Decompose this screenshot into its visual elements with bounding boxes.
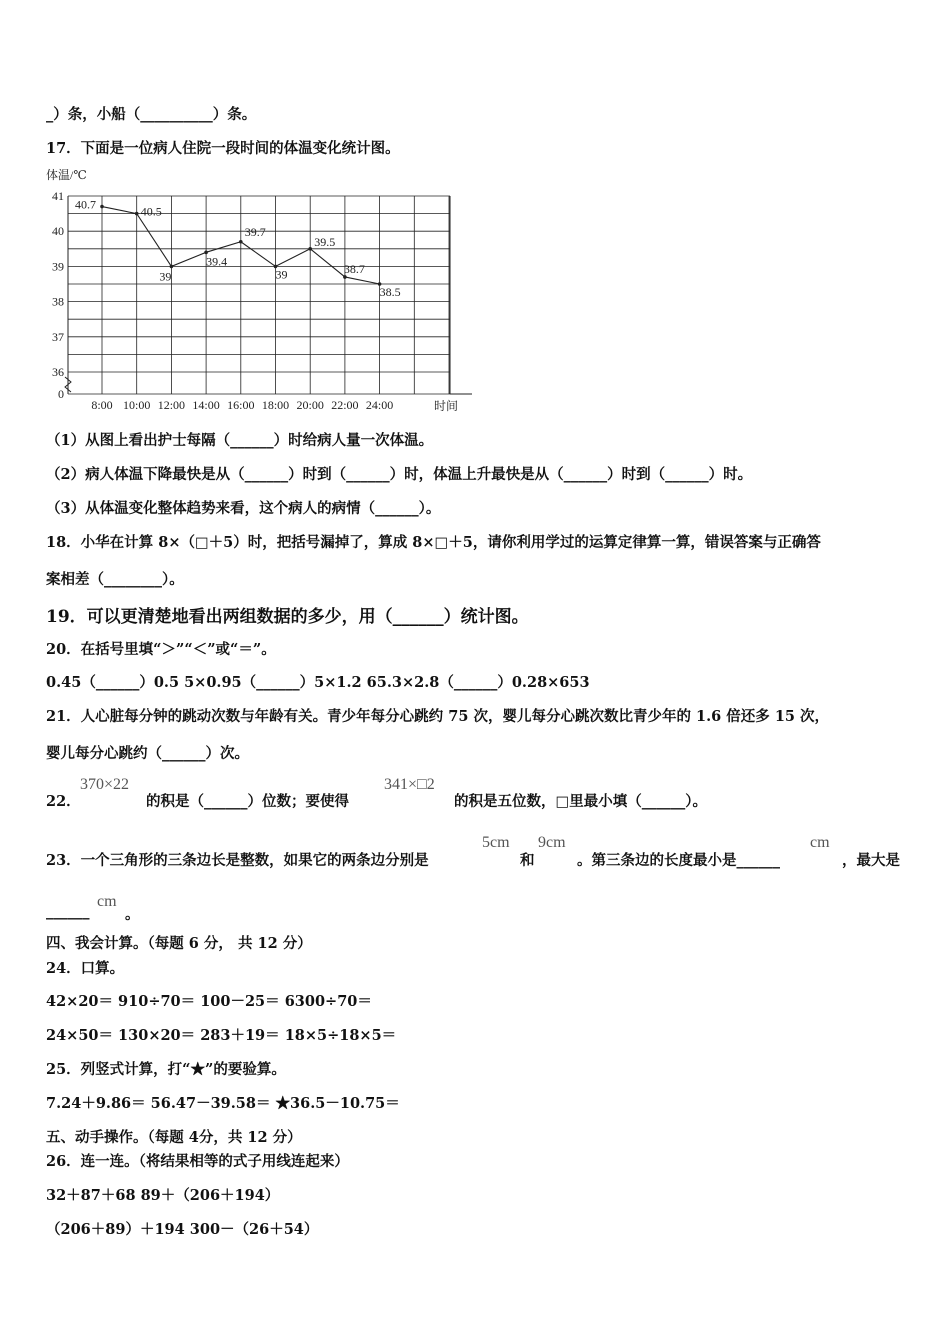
data-point-4	[239, 240, 243, 244]
x-tick-label-2: 12:00	[157, 398, 186, 412]
q23-text-2: 和	[520, 852, 535, 869]
q24-row2: 24×50＝ 130×20＝ 283＋19＝ 18×5÷18×5＝	[46, 1027, 397, 1044]
data-point-0	[100, 205, 104, 209]
q18-line2: 案相差（________）。	[46, 571, 184, 588]
temperature-line-chart	[40, 163, 480, 418]
q17-part1: （1）从图上看出护士每隔（______）时给病人量一次体温。	[46, 432, 434, 449]
q23-text-5: ______	[46, 903, 90, 920]
q24: 24．口算。	[46, 960, 125, 977]
y-tick-label-37: 37	[52, 329, 64, 344]
data-point-6	[308, 247, 312, 251]
q23-text-1: 23．一个三角形的三条边长是整数，如果它的两条边分别是	[46, 852, 429, 869]
data-label-1: 40.5	[140, 204, 162, 219]
x-tick-label-3: 14:00	[192, 398, 220, 412]
q23-text-3: 。第三条边的长度最小是______	[577, 852, 780, 869]
q17-title: 17．下面是一位病人住院一段时间的体温变化统计图。	[46, 140, 400, 157]
q21-line2: 婴儿每分心跳约（______）次。	[46, 745, 249, 762]
q22-text-1: 的积是（______）位数；要使得	[146, 793, 349, 810]
q18-line1: 18．小华在计算 8×（□＋5）时，把括号漏掉了，算成 8×□＋5，请你利用学过的运算定律算一算，错误答案与正确答	[46, 534, 821, 551]
q26-row1: 32＋87＋68 89＋（206＋194）	[46, 1187, 280, 1204]
x-tick-label-8: 24:00	[365, 398, 394, 412]
x-tick-label-6: 20:00	[296, 398, 324, 412]
q23-unit-1: cm	[810, 834, 830, 851]
x-tick-label-4: 16:00	[227, 398, 255, 412]
q17-part3: （3）从体温变化整体趋势来看，这个病人的病情（______）。	[46, 500, 441, 517]
q19: 19．可以更清楚地看出两组数据的多少，用（______）统计图。	[46, 607, 529, 627]
y-axis-title: 体温/℃	[46, 168, 87, 182]
q22-number: 22．	[46, 793, 81, 810]
q20: 20．在括号里填“＞”“＜”或“＝”。	[46, 641, 276, 658]
data-point-1	[135, 212, 139, 216]
q20-items: 0.45（______）0.5 5×0.95（______）5×1.2 65.3×2.8（______）0.28×653	[46, 674, 590, 691]
y-tick-label-40: 40	[52, 224, 64, 239]
q23-length-1: 5cm	[482, 834, 510, 851]
q22-expression-1: 370×22	[80, 776, 130, 793]
data-label-8: 38.5	[379, 285, 401, 299]
section-4-heading: 四、我会计算。（每题 6 分， 共 12 分）	[46, 935, 312, 952]
data-label-7: 38.7	[343, 261, 365, 276]
q23-text-4: ，最大是	[842, 852, 900, 869]
data-point-2	[170, 265, 174, 269]
x-tick-label-1: 10:00	[123, 398, 151, 412]
axis-break-mark	[65, 377, 71, 392]
q24-row1: 42×20＝ 910÷70＝ 100－25＝ 6300÷70＝	[46, 993, 372, 1010]
q23-unit-2: cm	[97, 893, 117, 910]
q26: 26．连一连。（将结果相等的式子用线连起来）	[46, 1153, 349, 1170]
y-tick-label-39: 39	[52, 259, 64, 274]
data-label-0: 40.7	[75, 197, 96, 212]
q16-tail: _）条，小船（__________）条。	[46, 106, 257, 123]
q23-text-6: 。	[125, 906, 140, 923]
q22-expression-2: 341×□2	[384, 776, 435, 793]
x-tick-label-7: 22:00	[331, 398, 359, 412]
x-tick-label-0: 8:00	[91, 398, 113, 412]
y-tick-label-38: 38	[52, 294, 64, 309]
y-tick-label-36: 36	[52, 365, 64, 379]
data-label-4: 39.7	[244, 224, 266, 239]
q22-text-2: 的积是五位数，□里最小填（______）。	[454, 793, 707, 810]
data-label-2: 39	[159, 269, 172, 284]
q25-row: 7.24＋9.86＝ 56.47－39.58＝ ★36.5－10.75＝	[46, 1095, 400, 1112]
data-label-3: 39.4	[206, 254, 228, 269]
x-tick-label-5: 18:00	[261, 398, 290, 412]
x-axis-title: 时间	[434, 399, 459, 413]
y-tick-label-41: 41	[52, 189, 64, 203]
data-label-6: 39.5	[314, 234, 336, 249]
q23-length-2: 9cm	[538, 834, 566, 851]
q21-line1: 21．人心脏每分钟的跳动次数与年龄有关。青少年每分心跳约 75 次，婴儿每分心跳次数比青少年的 1.6 倍还多 15 次，	[46, 708, 830, 725]
q25: 25．列竖式计算，打“★”的要验算。	[46, 1061, 286, 1078]
q26-row2: （206＋89）＋194 300－（26＋54）	[46, 1221, 319, 1238]
section-5-heading: 五、动手操作。（每题 4分，共 12 分）	[46, 1129, 302, 1146]
data-label-5: 39	[275, 267, 288, 282]
q17-part2: （2）病人体温下降最快是从（______）时到（______）时，体温上升最快是从（______）时到（______）时。	[46, 466, 753, 483]
y-tick-label-0: 0	[58, 387, 64, 401]
